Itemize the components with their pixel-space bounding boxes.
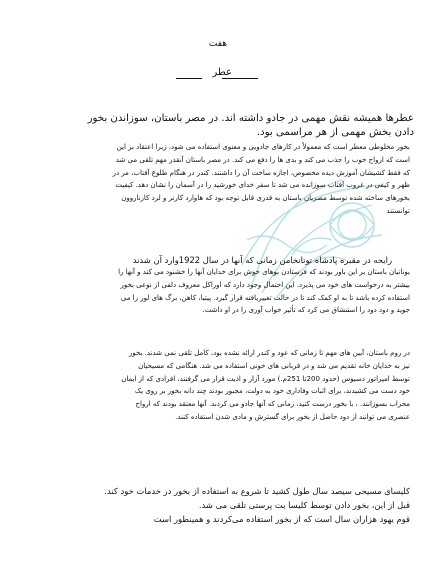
text-line: عطرها همیشه نقش مهمی در جادو داشته اند. در مصر باستان، سوزاندن بخور (87, 113, 414, 124)
heading-underline-left (176, 78, 202, 79)
text-line: بخورهای ساخته شده توسط مصریان باستان به قدری قابل توجه بود که هاوارد کارتر و لرد کارناروون (121, 194, 410, 203)
chapter-number: هفت (208, 39, 228, 49)
paragraph-incense-egypt (40, 141, 410, 218)
paragraph-church (40, 484, 410, 526)
text-line: یونانیان باستان بر این باور بودند که فرستادن بوهای خوش برای خدایان آنها را خشنود می کند و آنها را (118, 268, 410, 276)
subheading-tutankhamun: رایحه در مقبره پادشاه توتانخامن زمانی که آنها در سال 1922وارد آن شدند (132, 255, 392, 265)
text-line: دادن بخش مهمی از هر مراسمی بود. (256, 127, 414, 138)
text-line: ظهر و کیفی در غروب آفتاب سوزانده می شد تا سفر خدای خورشید را در آسمان را نشان دهد. کیفیت (115, 181, 410, 190)
text-line: توسط امپراتور دسیوس (حدود 200تا 251م.) مورد آزار و اذیت قرار می گرفتند، افرادی که از ایمان (121, 374, 410, 383)
text-line: استفاده کرده باشد تا به او کمک کند تا در حالت تغییریافته قرار گیرد. پیتیا، کاهن، برگ های لور را می (120, 293, 410, 302)
text-line: کلیسای مسیحی سیصد سال طول کشید تا شروع به استفاده از بخور در خدمات خود کند. (104, 486, 410, 496)
text-line: نیز به خدایان خانه تقدیم می شد و در قربانی های خونی استفاده می شد. هنگامی که مسیحیان (138, 361, 410, 370)
intro-paragraph (40, 112, 414, 140)
section-heading (176, 67, 258, 79)
text-line: قوم یهود هزاران سال است که از بخور استفاده می‌کردند و همینطور است (153, 514, 410, 524)
paragraph-greeks (40, 266, 410, 317)
text-line: عنصری می توانند از دود حاصل از بخور برای گسترش و مادی شدن استفاده کنند. (175, 412, 410, 421)
text-line: قبل از این، بخور دادن توسط کلیسا بت پرستی تلقی می شد. (198, 500, 410, 510)
paragraph-rome (40, 347, 410, 424)
text-line: در روم باستان، آیین های مهم تا زمانی که عود و کندر ارائه نشده بود، کامل تلقی نمی شدند. بخور (128, 349, 410, 357)
text-line: توانستند (386, 206, 410, 215)
section-heading-text: عطر (212, 67, 232, 78)
text-line: بیشتر به درخواست های خود می پذیرد. این احتمال وجود دارد که اوراکل معروف دلفی از نوعی بخور (120, 280, 410, 289)
text-line: است که ارواح خوب را جذب می کند و بدی ها را دفع می کند. در مصر باستان آنقدر مهم تلقی می شد (115, 155, 410, 164)
heading-underline-right (222, 78, 258, 79)
text-line: که فقط کشیشان آموزش دیده مخصوص، اجازه ساخت آن را داشتند. کندر در هنگام طلوع آفتاب، مر در (112, 168, 410, 177)
text-line: محراب بسوزانند. ، با بخور درست کنید، زمانی که آنها جادو می کردند. آنها معتقد بودند که ارواح (135, 400, 410, 409)
text-line: جوید و دود دود را استنشاق می کرد که تأثیر خواب آوری را در او داشت. (202, 306, 410, 315)
text-line: خود دست می کشیدند، برای اثبات وفاداری خود به دولت، مجبور بودند چند دانه بخور بر روی یک (134, 387, 410, 396)
text-line: بخور مخلوطی معطر است که معمولاً در کارهای جادویی و معنوی استفاده می شود، زیرا اعتقاد بر این (116, 143, 410, 151)
